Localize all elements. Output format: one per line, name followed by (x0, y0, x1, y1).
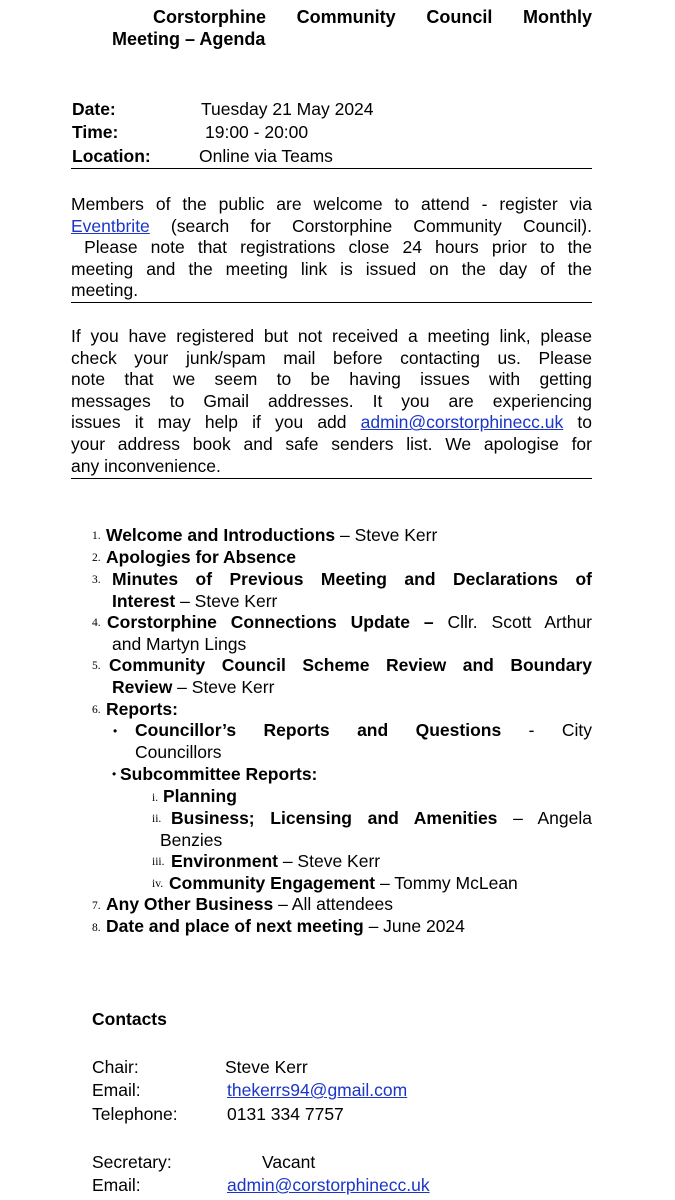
email-notice-line: note that we seem to be having issues with getting (71, 369, 592, 390)
agenda-item-title: Subcommittee Reports: (120, 764, 318, 784)
agenda-item-title: Corstorphine Connections Update – (107, 612, 434, 632)
chair-email-link[interactable]: thekerrs94@gmail.com (227, 1080, 408, 1100)
agenda-item-owner: Cllr. Scott Arthur (433, 612, 593, 632)
agenda-number: 6. (92, 704, 101, 716)
agenda-item-title: Planning (163, 786, 237, 806)
public-notice-text: (search for Corstorphine Community Council). (149, 215, 592, 236)
chair-label: Chair: (92, 1057, 139, 1077)
agenda-number: 4. (92, 617, 101, 629)
agenda-item-title: Community Council Scheme Review and Boundary (109, 655, 592, 675)
agenda-number: 3. (92, 574, 101, 586)
agenda-item-owner: – Tommy McLean (375, 873, 518, 893)
agenda-item-owner: and Martyn Lings (112, 634, 247, 654)
email-notice-line: your address book and safe senders list. We apologise for (71, 433, 592, 454)
email-notice-line: messages to Gmail addresses. It you are experiencing (71, 390, 592, 411)
email-notice-line: any inconvenience. (71, 455, 221, 476)
time-label: Time: (72, 122, 119, 142)
telephone-value: 0131 334 7757 (227, 1104, 344, 1124)
agenda-item-owner: Councillors (135, 742, 222, 762)
public-notice-line: meeting. (71, 280, 139, 301)
agenda-item (112, 591, 277, 613)
agenda-item-title: Any Other Business (106, 894, 274, 914)
date-label: Date: (72, 99, 116, 119)
agenda-item-title: Councillor’s Reports and Questions (135, 720, 502, 740)
telephone-label: Telephone: (92, 1104, 178, 1124)
divider (71, 478, 592, 479)
title-line-1: Corstorphine Community Council Monthly (153, 7, 592, 27)
agenda-item-owner: – Angela (497, 808, 592, 828)
secretary-label: Secretary: (92, 1152, 172, 1172)
agenda-sub-item (135, 720, 592, 742)
agenda-item-title: Environment (171, 851, 278, 871)
agenda-sub-item (171, 808, 592, 830)
date-value: Tuesday 21 May 2024 (201, 99, 374, 119)
agenda-item-owner: – Steve Kerr (277, 851, 381, 871)
email-notice-line (71, 412, 592, 434)
email-notice-text: to (563, 412, 592, 433)
divider (71, 168, 592, 169)
agenda-item-title: Minutes of Previous Meeting and Declarations of (112, 569, 592, 589)
title-line-2: Meeting – Agenda (112, 29, 266, 49)
agenda-item (112, 677, 274, 699)
agenda-item-owner: – All attendees (273, 894, 393, 914)
agenda-item-title: Date and place of next meeting (106, 916, 364, 936)
agenda-item-title: Review (112, 677, 173, 697)
agenda-item-owner: – June 2024 (363, 916, 465, 936)
bullet-icon: • (113, 724, 118, 738)
agenda-item (106, 916, 465, 938)
agenda-sub-item (171, 851, 380, 873)
agenda-number: 8. (92, 922, 101, 934)
location-value: Online via Teams (199, 146, 333, 166)
email-label: Email: (92, 1175, 141, 1195)
secretary-value: Vacant (262, 1152, 316, 1172)
agenda-sub-item (169, 873, 518, 895)
email-label: Email: (92, 1080, 141, 1100)
agenda-number: 1. (92, 530, 101, 542)
agenda-number: 5. (92, 660, 101, 672)
public-notice-line: Please note that registrations close 24 hours prior to the (71, 237, 592, 258)
public-notice-line (71, 216, 592, 238)
agenda-item-owner: – Steve Kerr (335, 525, 438, 545)
agenda-item-owner: Benzies (160, 830, 223, 850)
admin-email-link[interactable]: admin@corstorphinecc.uk (360, 412, 564, 433)
agenda-item-title: Interest (112, 591, 176, 611)
document-title (112, 6, 592, 50)
agenda-item-owner: – Steve Kerr (172, 677, 275, 697)
agenda-item (106, 547, 296, 569)
bullet-icon: • (112, 767, 117, 781)
email-notice-line: check your junk/spam mail before contacting us. Please (71, 347, 592, 368)
agenda-item-title: Apologies for Absence (106, 547, 296, 567)
agenda-number: iv. (152, 878, 164, 890)
agenda-number: 7. (92, 900, 101, 912)
email-notice (71, 326, 592, 477)
location-label: Location: (72, 146, 151, 166)
agenda-item (107, 612, 592, 634)
agenda-item-title: Reports: (106, 699, 178, 719)
email-notice-text: issues it may help if you add (71, 412, 361, 433)
agenda-item-title: Business; Licensing and Amenities (171, 808, 498, 828)
agenda-item-owner: – Steve Kerr (175, 591, 278, 611)
agenda-item-title: Community Engagement (169, 873, 376, 893)
agenda-item (106, 894, 393, 916)
agenda-item (106, 525, 437, 547)
eventbrite-link[interactable]: Eventbrite (71, 215, 150, 236)
public-notice (71, 194, 592, 302)
agenda-item-owner: - City (501, 720, 592, 740)
agenda-item-title: Welcome and Introductions (106, 525, 336, 545)
agenda-number: 2. (92, 552, 101, 564)
agenda-number: iii. (152, 856, 165, 868)
secretary-email-link[interactable]: admin@corstorphinecc.uk (227, 1175, 430, 1195)
contacts-heading: Contacts (92, 1009, 167, 1029)
public-notice-line: meeting and the meeting link is issued on the day of the (71, 258, 592, 279)
time-value: 19:00 - 20:00 (205, 122, 309, 142)
divider (71, 302, 592, 303)
public-notice-line: Members of the public are welcome to attend - register via (71, 194, 592, 214)
agenda-number: ii. (152, 813, 162, 825)
chair-value: Steve Kerr (225, 1057, 308, 1077)
email-notice-line: If you have registered but not received a meeting link, please (71, 326, 592, 346)
agenda-number: i. (152, 792, 159, 804)
